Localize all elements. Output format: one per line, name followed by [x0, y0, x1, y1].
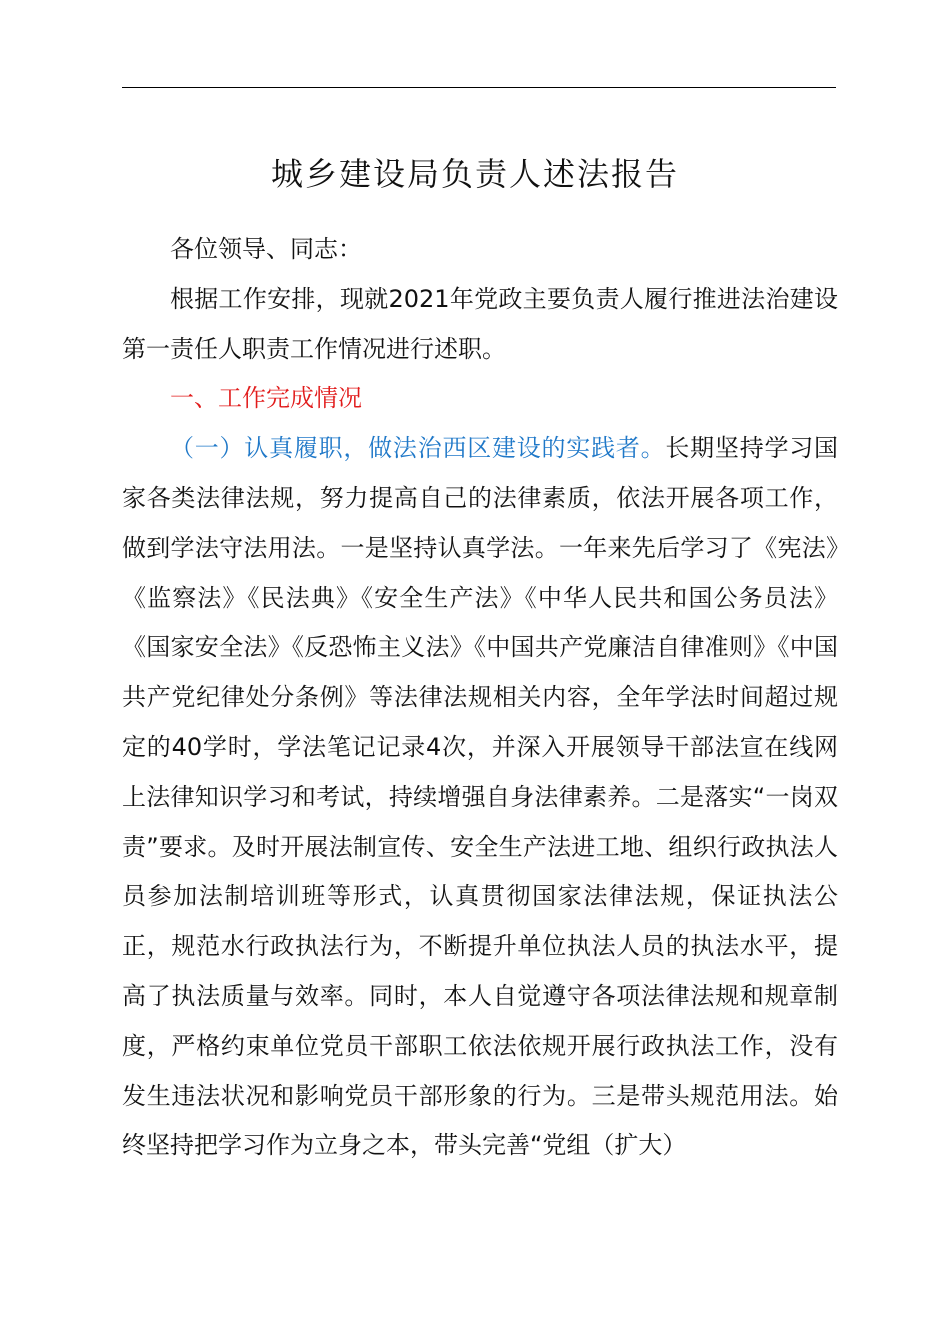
salutation: 各位领导、同志：	[170, 235, 362, 263]
intro-paragraph: 根据工作安排，现就2021年党政主要负责人履行推进法治建设第一责任人职责工作情况进行述职。	[122, 284, 838, 363]
document-body	[122, 225, 838, 1171]
subsection-body: 长期坚持学习国家各类法律法规，努力提高自己的法律素质，依法开展各项工作，做到学法守法用法。一是坚持认真学法。一年来先后学习了《宪法》《监察法》《民法典》《安全生产法》《中华人民共和国公务员法》《国家安全法》《反恐怖主义法》《中国共产党廉洁自律准则》《中国共产党纪律处分条例》等法律法规相关内容，全年学法时间超过规定的40学时，学法笔记记录4次，并深入开展领导干部法宣在线网上法律知识学习和考试，持续增强自身法律素养。二是落实“一岗双责”要求。及时开展法制宣传、安全生产法进工地、组织行政执法人员参加法制培训班等形式，认真贯彻国家法律法规，保证执法公正，规范水行政执法行为，不断提升单位执法人员的执法水平，提高了执法质量与效率。同时，本人自觉遵守各项法律法规和规章制度，严格约束单位党员干部职工依法依规开展行政执法工作，没有发生违法状况和影响党员干部形象的行为。三是带头规范用法。始终坚持把学习作为立身之本，带头完善“党组（扩大）	[122, 434, 839, 1160]
section-heading: 一、工作完成情况	[170, 384, 362, 413]
header-rule	[122, 87, 836, 88]
subsection-paragraph	[122, 424, 838, 1171]
subsection-heading: （一）认真履职，做法治西区建设的实践者。	[170, 434, 666, 463]
document-title: 城乡建设局负责人述法报告	[270, 155, 679, 193]
